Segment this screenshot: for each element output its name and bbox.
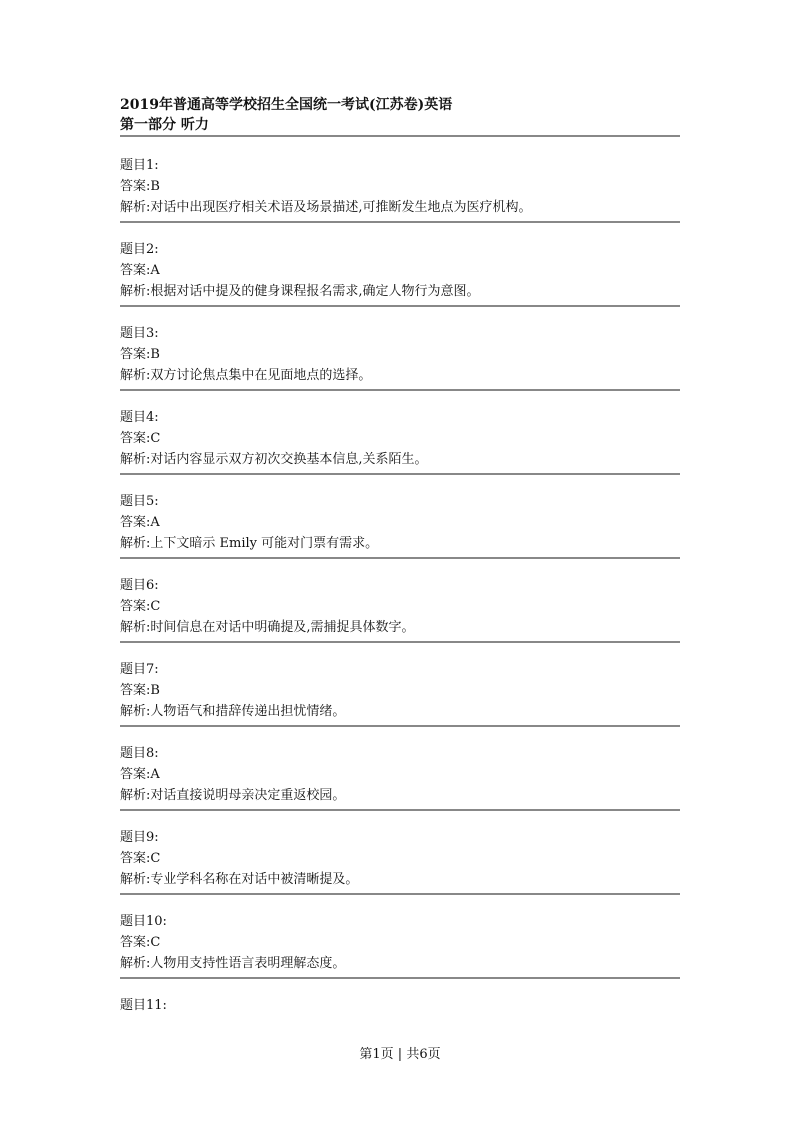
question-divider: [120, 725, 680, 727]
question-block: [120, 743, 680, 811]
question-divider: [120, 893, 680, 895]
analysis-text: 解析:人物语气和措辞传递出担忧情绪。: [120, 704, 346, 719]
question-block: [120, 827, 680, 895]
question-label: 题目1:: [120, 158, 159, 173]
question-block: [120, 323, 680, 391]
analysis-text: 解析:时间信息在对话中明确提及,需捕捉具体数字。: [120, 620, 415, 635]
question-block: [120, 995, 680, 1016]
analysis-text: 解析:对话内容显示双方初次交换基本信息,关系陌生。: [120, 452, 428, 467]
question-block: [120, 659, 680, 727]
answer-text: 答案:B: [120, 347, 160, 362]
question-label: 题目3:: [120, 326, 159, 341]
answer-text: 答案:C: [120, 935, 161, 950]
question-divider: [120, 305, 680, 307]
question-divider: [120, 473, 680, 475]
question-block: [120, 155, 680, 223]
question-divider: [120, 221, 680, 223]
question-label: 题目9:: [120, 830, 159, 845]
analysis-text: 解析:专业学科名称在对话中被清晰提及。: [120, 872, 359, 887]
question-label: 题目10:: [120, 914, 167, 929]
document-title: 2019年普通高等学校招生全国统一考试(江苏卷)英语: [120, 97, 453, 113]
section-heading: 第一部分 听力: [120, 117, 209, 133]
question-divider: [120, 557, 680, 559]
question-label: 题目11:: [120, 998, 167, 1013]
question-divider: [120, 389, 680, 391]
answer-text: 答案:C: [120, 431, 161, 446]
analysis-text: 解析:根据对话中提及的健身课程报名需求,确定人物行为意图。: [120, 284, 480, 299]
question-block: [120, 911, 680, 979]
question-divider: [120, 809, 680, 811]
analysis-text: 解析:对话直接说明母亲决定重返校园。: [120, 788, 346, 803]
question-block: [120, 407, 680, 475]
analysis-text: 解析:上下文暗示 Emily 可能对门票有需求。: [120, 536, 379, 551]
question-block: [120, 491, 680, 559]
question-divider: [120, 641, 680, 643]
question-block: [120, 239, 680, 307]
answer-text: 答案:A: [120, 515, 160, 530]
page-footer: 第1页 | 共6页: [359, 1047, 441, 1062]
analysis-text: 解析:人物用支持性语言表明理解态度。: [120, 956, 346, 971]
answer-text: 答案:B: [120, 683, 160, 698]
question-label: 题目5:: [120, 494, 159, 509]
answer-text: 答案:C: [120, 851, 161, 866]
answer-text: 答案:B: [120, 179, 160, 194]
document-page: [120, 95, 680, 1016]
question-label: 题目8:: [120, 746, 159, 761]
analysis-text: 解析:对话中出现医疗相关术语及场景描述,可推断发生地点为医疗机构。: [120, 200, 532, 215]
question-divider: [120, 977, 680, 979]
answer-text: 答案:A: [120, 767, 160, 782]
answer-text: 答案:C: [120, 599, 161, 614]
question-label: 题目7:: [120, 662, 159, 677]
question-label: 题目2:: [120, 242, 159, 257]
question-label: 题目4:: [120, 410, 159, 425]
question-label: 题目6:: [120, 578, 159, 593]
question-block: [120, 575, 680, 643]
section-divider: [120, 135, 680, 137]
answer-text: 答案:A: [120, 263, 160, 278]
analysis-text: 解析:双方讨论焦点集中在见面地点的选择。: [120, 368, 372, 383]
